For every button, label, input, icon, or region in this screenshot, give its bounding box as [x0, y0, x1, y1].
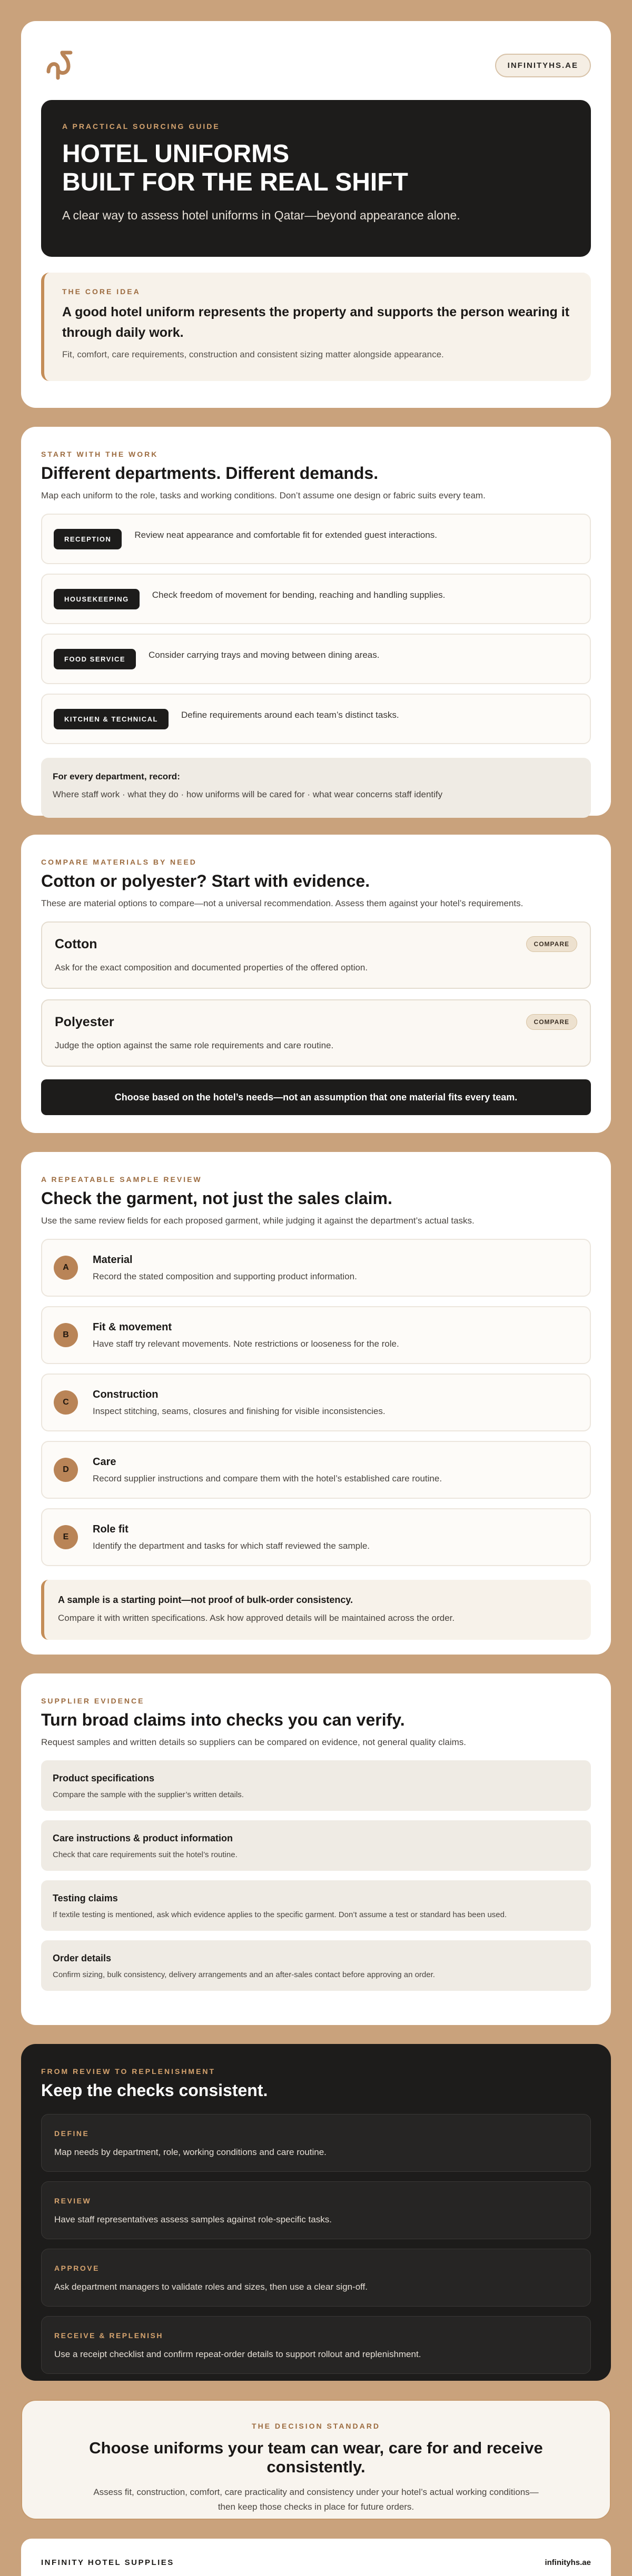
step-title: Material — [93, 1254, 133, 1266]
department-row-housekeeping — [41, 574, 591, 624]
intro-card — [21, 21, 611, 408]
standard-eyebrow: THE DECISION STANDARD — [252, 2422, 380, 2430]
hero-title-line-2: BUILT FOR THE REAL SHIFT — [62, 168, 408, 196]
materials-decision-banner: Choose based on the hotel’s needs—not an assumption that one material fits every team. — [41, 1079, 591, 1115]
note-title: A sample is a starting point—not proof of bulk-order consistency. — [58, 1595, 353, 1605]
sample-review-card — [21, 1152, 611, 1655]
compare-badge: COMPARE — [526, 936, 577, 952]
step-body: Have staff try relevant movements. Note restrictions or looseness for the role. — [93, 1338, 399, 1349]
record-title: For every department, record: — [53, 771, 180, 781]
material-description: Ask for the exact composition and documented properties of the offered option. — [55, 963, 368, 973]
materials-eyebrow: COMPARE MATERIALS BY NEED — [41, 858, 197, 866]
evidence-eyebrow: SUPPLIER EVIDENCE — [41, 1697, 145, 1705]
department-description: Consider carrying trays and moving between dining areas. — [149, 650, 380, 660]
step-body: Identify the department and tasks for which staff reviewed the sample. — [93, 1540, 370, 1551]
sample-title: Check the garment, not just the sales claim. — [41, 1189, 392, 1208]
standard-body-line-2: then keep those checks in place for future orders. — [218, 2502, 414, 2512]
step-body: Inspect stitching, seams, closures and finishing for visible inconsistencies. — [93, 1406, 386, 1416]
department-list — [41, 514, 591, 744]
footer-url-link[interactable]: infinityhs.ae — [545, 2558, 591, 2567]
materials-lead: These are material options to compare—not a universal recommendation. Assess them against your hotel’s requirements. — [41, 898, 524, 908]
core-idea-callout — [41, 273, 591, 381]
step-badge: B — [54, 1323, 78, 1347]
process-phase-list — [41, 2114, 591, 2374]
phase-label: REVIEW — [54, 2197, 92, 2205]
material-name: Polyester — [55, 1014, 114, 1029]
department-row-food-service — [41, 634, 591, 684]
step-badge: D — [54, 1458, 78, 1482]
department-description: Define requirements around each team’s distinct tasks. — [181, 710, 399, 720]
phase-body: Ask department managers to validate roles and sizes, then use a clear sign-off. — [54, 2282, 368, 2292]
step-title: Care — [93, 1456, 116, 1468]
sample-note-callout — [41, 1580, 591, 1640]
phase-body: Map needs by department, role, working conditions and care routine. — [54, 2147, 327, 2157]
phase-body: Have staff representatives assess samples against role-specific tasks. — [54, 2214, 332, 2224]
process-phase-approve — [41, 2249, 591, 2307]
infinity-logo-icon[interactable] — [41, 46, 79, 84]
department-tag: HOUSEKEEPING — [54, 589, 140, 609]
process-title: Keep the checks consistent. — [41, 2081, 268, 2100]
material-list — [41, 921, 591, 1067]
sample-step-construction — [41, 1374, 591, 1431]
hero-title — [62, 140, 570, 197]
evidence-title: Turn broad claims into checks you can verify. — [41, 1710, 405, 1729]
sample-step-care — [41, 1441, 591, 1499]
step-badge: C — [54, 1390, 78, 1415]
step-title: Role fit — [93, 1523, 129, 1535]
core-title: A good hotel uniform represents the property and supports the person wearing it through daily work. — [62, 305, 570, 340]
evidence-list — [41, 1760, 591, 1991]
material-card-polyester — [41, 999, 591, 1067]
hero-title-line-1: HOTEL UNIFORMS — [62, 140, 290, 168]
material-name: Cotton — [55, 936, 97, 951]
step-title: Construction — [93, 1388, 159, 1400]
evidence-lead: Request samples and written details so suppliers can be compared on evidence, not general quality claims. — [41, 1737, 467, 1747]
process-phase-define — [41, 2114, 591, 2172]
departments-eyebrow: START WITH THE WORK — [41, 450, 159, 458]
process-phase-receive-replenish — [41, 2316, 591, 2374]
process-card — [21, 2044, 611, 2381]
departments-lead: Map each uniform to the role, tasks and working conditions. Don’t assume one design or fabric suits every team. — [41, 490, 486, 500]
process-phase-review — [41, 2181, 591, 2239]
sample-step-fit-movement — [41, 1306, 591, 1364]
step-badge: A — [54, 1256, 78, 1280]
material-description: Judge the option against the same role requirements and care routine. — [55, 1040, 334, 1050]
decision-standard-card — [21, 2400, 611, 2520]
hero-eyebrow: A PRACTICAL SOURCING GUIDE — [62, 122, 220, 131]
record-body: Where staff work · what they do · how uniforms will be cared for · what wear concerns staff identify — [53, 789, 443, 799]
sample-step-list — [41, 1239, 591, 1566]
hero-banner — [41, 100, 591, 257]
evidence-item-testing-claims — [41, 1880, 591, 1931]
phase-body: Use a receipt checklist and confirm repeat-order details to support rollout and replenishment. — [54, 2349, 421, 2359]
note-body: Compare it with written specifications. Ask how approved details will be maintained across the order. — [58, 1613, 455, 1623]
standard-body — [42, 2485, 590, 2514]
evidence-title: Testing claims — [53, 1893, 118, 1903]
standard-body-line-1: Assess fit, construction, comfort, care practicality and consistency under your hotel’s actual working conditions— — [93, 2487, 539, 2497]
evidence-title: Order details — [53, 1953, 112, 1963]
phase-label: DEFINE — [54, 2129, 90, 2138]
evidence-body: Confirm sizing, bulk consistency, delivery arrangements and an after-sales contact before approving an order. — [53, 1970, 435, 1979]
evidence-body: Compare the sample with the supplier’s written details. — [53, 1790, 244, 1799]
supplier-evidence-card — [21, 1673, 611, 2025]
department-tag: KITCHEN & TECHNICAL — [54, 709, 169, 729]
sample-step-role-fit — [41, 1508, 591, 1566]
department-tag: FOOD SERVICE — [54, 649, 136, 669]
department-description: Check freedom of movement for bending, reaching and handling supplies. — [152, 590, 446, 600]
department-row-reception — [41, 514, 591, 564]
department-tag: RECEPTION — [54, 529, 122, 549]
evidence-item-care-instructions — [41, 1820, 591, 1871]
evidence-item-product-specifications — [41, 1760, 591, 1811]
department-row-kitchen-technical — [41, 694, 591, 744]
step-body: Record supplier instructions and compare them with the hotel’s established care routine. — [93, 1473, 442, 1484]
material-card-cotton — [41, 921, 591, 989]
footer — [21, 2539, 611, 2576]
evidence-body: Check that care requirements suit the hotel’s routine. — [53, 1850, 238, 1859]
phase-label: APPROVE — [54, 2264, 100, 2272]
materials-card — [21, 835, 611, 1133]
phase-label: RECEIVE & REPLENISH — [54, 2331, 163, 2340]
sample-eyebrow: A REPEATABLE SAMPLE REVIEW — [41, 1175, 202, 1184]
top-bar — [41, 44, 591, 86]
evidence-item-order-details — [41, 1940, 591, 1991]
core-eyebrow: THE CORE IDEA — [62, 287, 141, 296]
department-description: Review neat appearance and comfortable fit for extended guest interactions. — [134, 530, 437, 540]
core-body: Fit, comfort, care requirements, construction and consistent sizing matter alongside appearance. — [62, 349, 444, 359]
evidence-title: Product specifications — [53, 1773, 155, 1783]
record-callout — [41, 758, 591, 818]
departments-card — [21, 427, 611, 816]
evidence-body: If textile testing is mentioned, ask which evidence applies to the specific garment. Don’t assume a test or standard has been used. — [53, 1910, 507, 1919]
sample-lead: Use the same review fields for each proposed garment, while judging it against the department’s actual tasks. — [41, 1216, 475, 1226]
departments-title: Different departments. Different demands. — [41, 464, 379, 483]
hero-subtitle: A clear way to assess hotel uniforms in Qatar—beyond appearance alone. — [62, 208, 460, 222]
standard-title: Choose uniforms your team can wear, care for and receive consistently. — [89, 2439, 543, 2476]
domain-link[interactable]: INFINITYHS.AE — [495, 54, 591, 77]
process-eyebrow: FROM REVIEW TO REPLENISHMENT — [41, 2067, 216, 2076]
step-body: Record the stated composition and supporting product information. — [93, 1271, 357, 1281]
evidence-title: Care instructions & product information — [53, 1833, 233, 1843]
sample-step-material — [41, 1239, 591, 1297]
step-badge: E — [54, 1525, 78, 1549]
compare-badge: COMPARE — [526, 1014, 577, 1030]
step-title: Fit & movement — [93, 1321, 172, 1333]
footer-brand: INFINITY HOTEL SUPPLIES — [41, 2558, 174, 2567]
materials-title: Cotton or polyester? Start with evidence. — [41, 871, 370, 890]
